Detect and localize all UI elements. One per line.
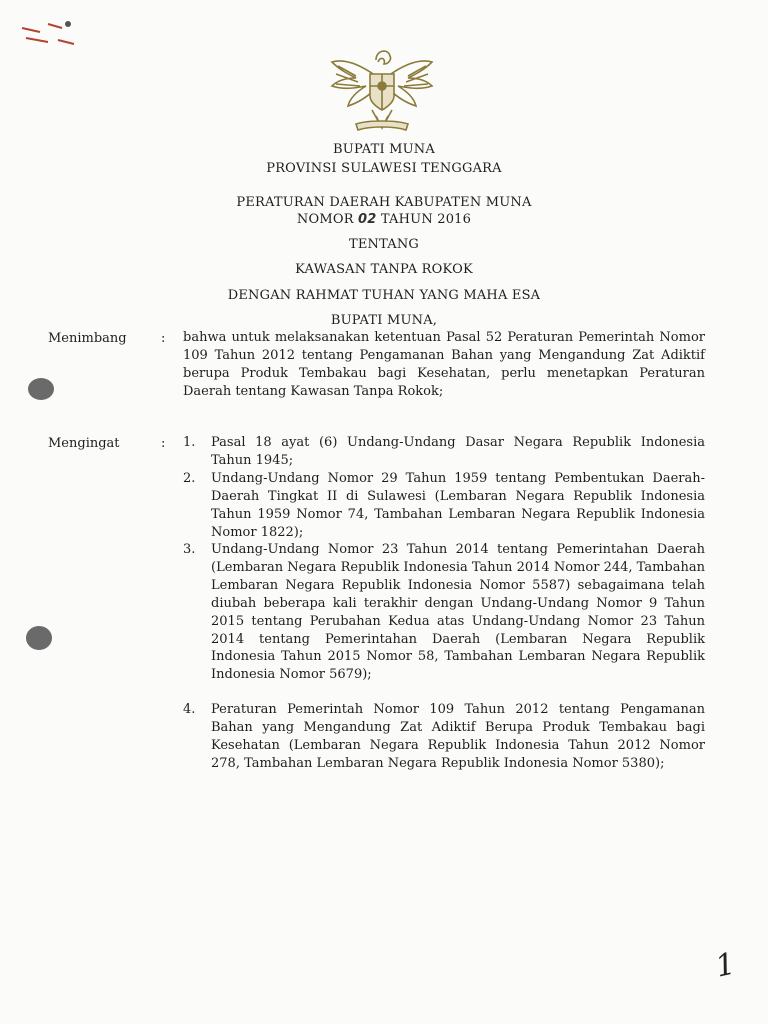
item-number: 2. xyxy=(183,471,196,486)
item-text: Peraturan Pemerintah Nomor 109 Tahun 2012 tentang Pengamanan Bahan yang Mengandung Zat Adiktif Berupa Produk Tembakau bagi Kesehatan (Lembaran Negara Republik Indonesia Tahun 2012 Nomor 278, Tambahan Lembaran Negara Republik Indonesia Nomor 5380); xyxy=(211,702,705,771)
punch-hole xyxy=(26,626,52,650)
item-number: 1. xyxy=(183,435,196,450)
mengingat-label: Mengingat xyxy=(48,436,120,451)
list-item xyxy=(183,701,705,773)
subject-heading: KAWASAN TANPA ROKOK xyxy=(295,262,473,277)
regulation-title: PERATURAN DAERAH KABUPATEN MUNA xyxy=(236,195,532,210)
mengingat-colon: : xyxy=(161,436,166,451)
garuda-emblem-icon xyxy=(326,36,438,136)
punch-hole xyxy=(28,378,54,400)
menimbang-label: Menimbang xyxy=(48,331,127,346)
menimbang-text: bahwa untuk melaksanakan ketentuan Pasal 52 Peraturan Pemerintah Nomor 109 Tahun 2012 tentang Pengamanan Bahan yang Mengandung Zat Adiktif berupa Produk Tembakau bagi Kesehatan, perlu menetapkan Peraturan Daerah tentang Kawasan Tanpa Rokok; xyxy=(183,330,705,399)
item-text: Undang-Undang Nomor 29 Tahun 1959 tentang Pembentukan Daerah-Daerah Tingkat II di Sulawesi (Lembaran Negara Republik Indonesia Tahun 1959 Nomor 74, Tambahan Lembaran Negara Republik Indonesia Nomor 1822); xyxy=(211,471,705,540)
regulation-number xyxy=(0,212,768,227)
about-heading: TENTANG xyxy=(348,237,420,252)
grace-heading: DENGAN RAHMAT TUHAN YANG MAHA ESA xyxy=(227,288,541,303)
ink-stain-icon xyxy=(18,18,78,48)
regent-title: BUPATI MUNA xyxy=(333,142,435,157)
page-number: 1 xyxy=(712,946,739,985)
province-title: PROVINSI SULAWESI TENGGARA xyxy=(266,161,502,176)
list-item xyxy=(183,470,705,542)
list-item xyxy=(183,541,705,684)
item-text: Pasal 18 ayat (6) Undang-Undang Dasar Negara Republik Indonesia Tahun 1945; xyxy=(211,435,705,468)
number-value: 02 xyxy=(358,212,377,227)
item-text: Undang-Undang Nomor 23 Tahun 2014 tentang Pemerintahan Daerah (Lembaran Negara Republik Indonesia Tahun 2014 Nomor 244, Tambahan Lembaran Negara Republik Indonesia Nomor 5587) sebagaimana telah diubah beberapa kali terakhir dengan Undang-Undang Nomor 9 Tahun 2015 tentang Perubahan Kedua atas Undang-Undang Nomor 23 Tahun 2014 tentang Pemerintahan Daerah (Lembaran Negara Republik Indonesia Tahun 2015 Nomor 58, Tambahan Lembaran Negara Republik Indonesia Nomor 5679); xyxy=(211,542,705,683)
item-number: 4. xyxy=(183,702,196,717)
menimbang-colon: : xyxy=(161,331,166,346)
regent-signoff: BUPATI MUNA, xyxy=(330,313,438,328)
list-item xyxy=(183,434,705,470)
item-number: 3. xyxy=(183,542,196,557)
number-suffix: TAHUN 2016 xyxy=(380,212,472,227)
number-prefix: NOMOR xyxy=(296,212,354,227)
